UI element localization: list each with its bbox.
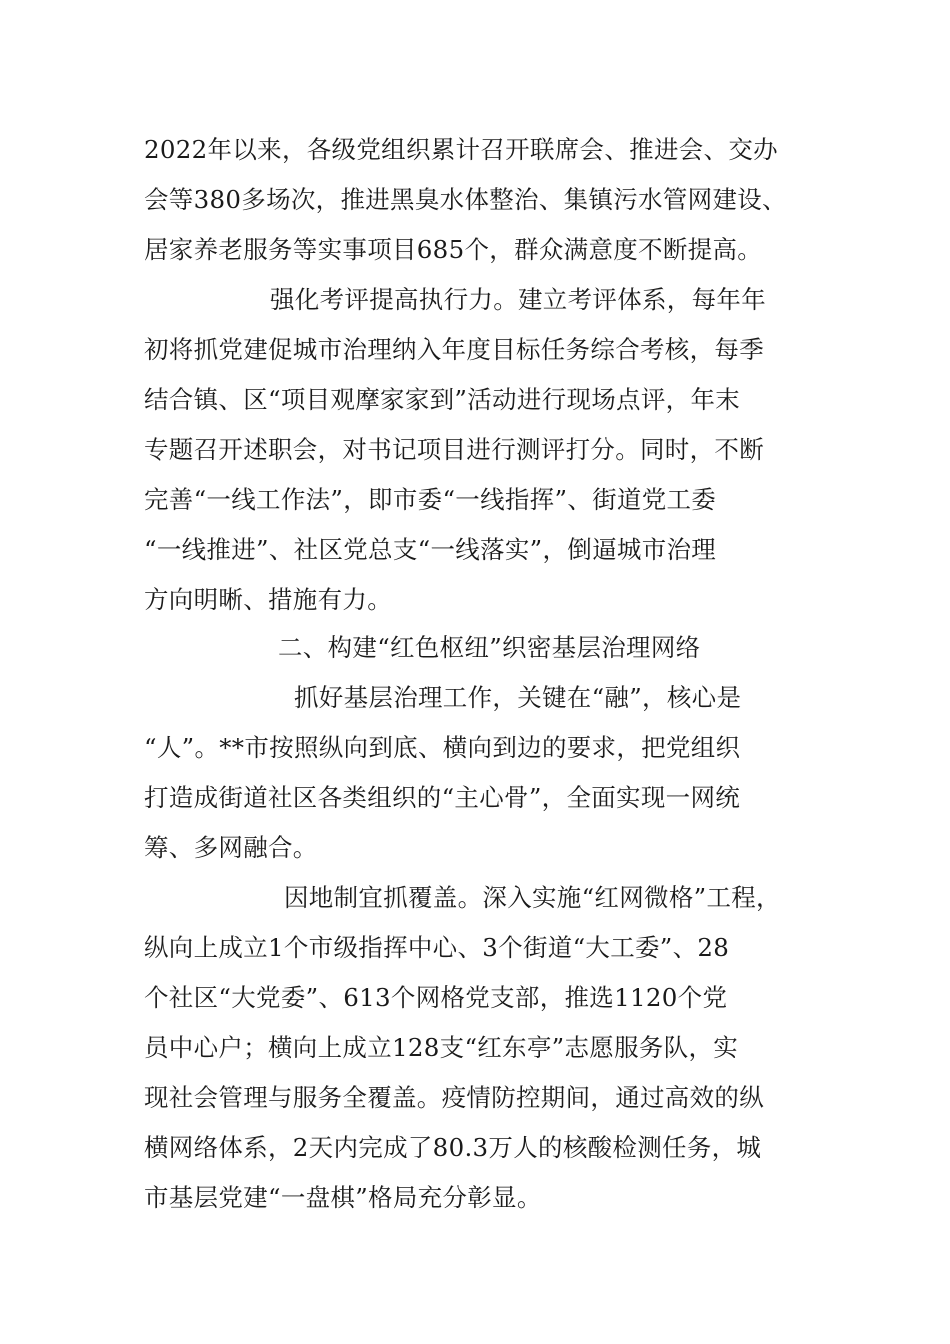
text-line: 会等380多场次，推进黑臭水体整治、集镇污水管网建设、 <box>144 185 787 214</box>
text-line: 初将抓党建促城市治理纳入年度目标任务综合考核，每季 <box>144 335 764 364</box>
text-line: 打造成街道社区各类组织的“主心骨”，全面实现一网统 <box>144 783 741 812</box>
text-line: 纵向上成立1个市级指挥中心、3个街道“大工委”、28 <box>144 933 730 962</box>
text-line: “一线推进”、社区党总支“一线落实”，倒逼城市治理 <box>144 535 717 564</box>
text-line: “人”。**市按照纵向到底、横向到边的要求，把党组织 <box>144 733 741 762</box>
text-line: 方向明晰、措施有力。 <box>144 585 392 614</box>
text-line: 个社区“大党委”、613个网格党支部，推选1120个党 <box>144 983 728 1012</box>
section-heading: 二、构建“红色枢纽”织密基层治理网络 <box>278 633 701 662</box>
text-line: 完善“一线工作法”，即市委“一线指挥”、街道党工委 <box>144 485 717 514</box>
paragraph-start: 抓好基层治理工作，关键在“融”，核心是 <box>294 683 742 712</box>
text-line: 员中心户；横向上成立128支“红东亭”志愿服务队，实 <box>144 1033 739 1062</box>
text-line: 结合镇、区“项目观摩家家到”活动进行现场点评，年末 <box>144 385 741 414</box>
text-line: 横网络体系，2天内完成了80.3万人的核酸检测任务，城 <box>144 1133 762 1162</box>
text-line: 现社会管理与服务全覆盖。疫情防控期间，通过高效的纵 <box>144 1083 764 1112</box>
paragraph-heading: 因地制宜抓覆盖。深入实施“红网微格”工程， <box>284 883 781 912</box>
text-line: 筹、多网融合。 <box>144 833 318 862</box>
text-line: 2022年以来，各级党组织累计召开联席会、推进会、交办 <box>144 135 778 164</box>
text-line: 居家养老服务等实事项目685个，群众满意度不断提高。 <box>144 235 763 264</box>
paragraph-heading: 强化考评提高执行力。建立考评体系，每年年 <box>270 285 766 314</box>
text-line: 专题召开述职会，对书记项目进行测评打分。同时，不断 <box>144 435 764 464</box>
text-line: 市基层党建“一盘棋”格局充分彰显。 <box>144 1183 542 1212</box>
